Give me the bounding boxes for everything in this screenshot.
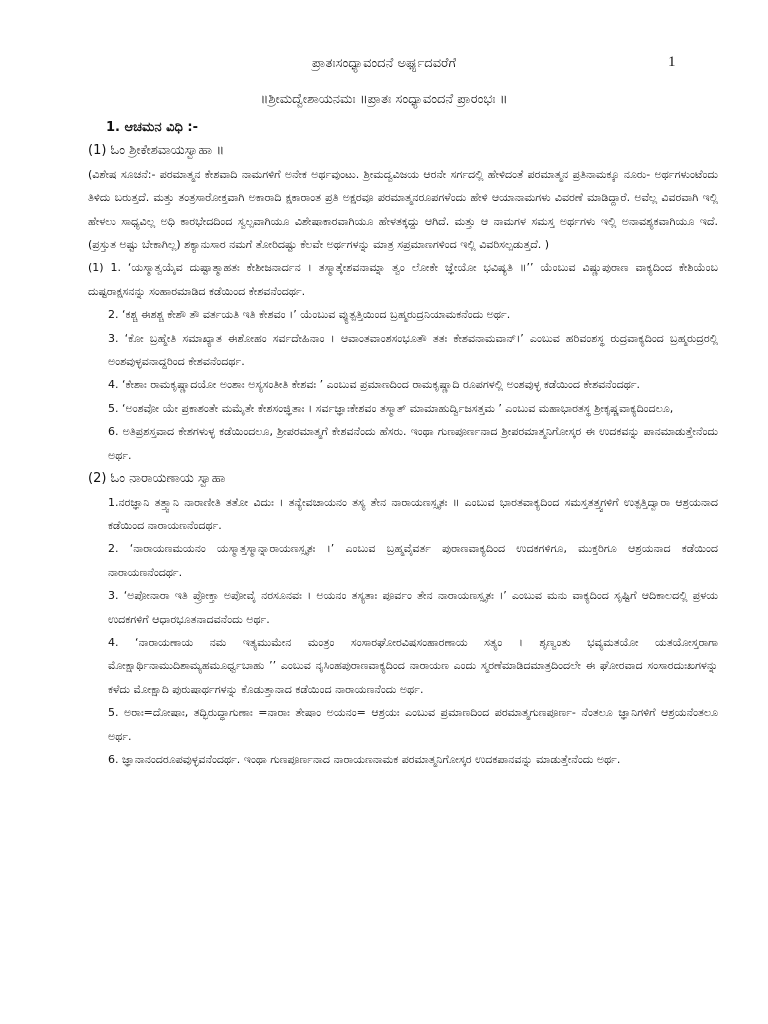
page-title: ॥ಶ್ರೀಮದ್ವೇಶಾಯನಮಃ ॥ಪ್ರಾತಃ ಸಂಧ್ಯಾವಂದನೆ ಪ್ರಾರಂಭಃ ॥	[260, 92, 508, 107]
narayana-meaning-2: 2. ‘ನಾರಾಯಣಮಯನಂ ಯಸ್ಮಾತ್ತಸ್ಮಾನ್ನಾರಾಯಣಸ್ಸೃತಃ ।’ ಎಂಬುವ ಬ್ರಹ್ಮವೈವರ್ತ ಪುರಾಣವಾಕ್ಯದಿಂದ ಉದಕಗಳಿಗೂ, ಮುಕ್ತರಿಗೂ ಆಶ್ರಯನಾದ ಕಡೆಯಿಂದ ನಾರಾಯಣನೆಂದರ್ಥ.	[108, 542, 718, 579]
narayana-meaning-4: 4. ‘ನಾರಾಯಣಾಯ ನಮ ಇತ್ಯಮುಮೇನ ಮಂತ್ರಂ ಸಂಸಾರಘೋರವಿಷಸಂಹಾರಣಾಯ ಸತ್ಯಂ । ಶೃಣ್ವಂತು ಭವ್ಯಮತಯೋ ಯತಯೋಸ್ತರಾಗಾ ಮೋಕ್ಷಾರ್ಥಿನಾಮುದಿಶಾಮ್ಯಹಮೂರ್ಧ್ವಬಾಹು ’’ ಎಂಬುವ ನೃಸಿಂಹಪುರಾಣವಾಕ್ಯದಿಂದ ನಾರಾಯಣ ಎಂದು ಸ್ಮರಣೆಮಾಡಿದಮಾತ್ರದಿಂದಲೇ ಈ ಘೋರವಾದ ಸಂಸಾರದುಃಖಗಳನ್ನು ಕಳೆದು ಮೋಕ್ಷಾದಿ ಪುರುಷಾರ್ಥಗಳನ್ನು ಕೊಡುತ್ತಾನಾದ ಕಡೆಯಿಂದ ನಾರಾಯಣನೆಂದು ಅರ್ಥ.	[108, 635, 718, 696]
running-header: ಪ್ರಾತಃಸಂಧ್ಯಾವಂದನೆ ಅರ್ಘ್ಯದವರೆಗೆ	[312, 56, 456, 71]
mantra-heading-keshava: (1) ಓಂ ಶ್ರೀಕೇಶವಾಯಸ್ವಾಹಾ ॥	[88, 143, 225, 159]
mantra-heading-narayana: (2) ಓಂ ನಾರಾಯಣಾಯ ಸ್ವಾಹಾ	[88, 471, 226, 487]
narayana-meaning-5: 5. ಅರಾಃ=ದೋಷಾಃ, ತದ್ಭಿರುದ್ಧಾಗುಣಾಃ =ನಾರಾಃ ತೇಷಾಂ ಅಯನಂ= ಆಶ್ರಯಃ ಎಂಬುವ ಪ್ರಮಾಣದಿಂದ ಪರಮಾತ್ಮಗುಣಪೂರ್ಣ- ನೆಂತಲೂ ಜ್ಞಾನಿಗಳಿಗೆ ಆಶ್ರಯನೆಂತಲೂ ಅರ್ಥ.	[108, 706, 718, 743]
keshava-meaning-5: 5. ‘ಅಂಶವೋ ಯೇ ಪ್ರಕಾಶಂತೇ ಮಮೈತೇ ಕೇಶಸಂಜ್ಞಿತಾಃ । ಸರ್ವಜ್ಞಾಃಕೇಶವಂ ತಸ್ಮಾತ್ ಮಾಮಾಹುರ್ದ್ವಿಜಸತ್ತಮ ’ ಎಂಬುವ ಮಹಾಭಾರತಸ್ಥ ಶ್ರೀಕೃಷ್ಣವಾಕ್ಯದಿಂದಲೂ,	[108, 401, 674, 415]
keshava-meaning-4: 4. ‘ಕೇಶಾಃ ರಾಮಕೃಷ್ಣಾದಯೋ ಅಂಶಾಃ ಅಸ್ಯಸಂತೀತಿ ಕೇಶವಃ ’ ಎಂಬುವ ಪ್ರಮಾಣದಿಂದ ರಾಮಕೃಷ್ಣಾದಿ ರೂಪಗಳಲ್ಲಿ ಅಂಶವುಳ್ಳ ಕಡೆಯಿಂದ ಕೇಶವನೆಂದರ್ಥ.	[108, 378, 641, 392]
keshava-meaning-2: 2. ‘ಕಶ್ಚ ಈಶಶ್ಚ ಕೇಶೌ ತೌ ವರ್ತಯತಿ ಇತಿ ಕೇಶವಂ ।’ ಯೆಂಬುವ ವ್ಯುತ್ಪತ್ತಿಯಿಂದ ಬ್ರಹ್ಮರುದ್ರನಿಯಾಮಕನೆಂದು ಅರ್ಥ.	[108, 308, 511, 322]
narayana-meaning-3: 3. ‘ಅಪೋನಾರಾ ಇತಿ ಪ್ರೋಕ್ತಾ ಅಪೋವೈ ನರಸೂನವಃ । ಅಯನಂ ತಸ್ಯತಾಃ ಪೂರ್ವಂ ತೇನ ನಾರಾಯಣಸ್ಸೃತಃ ।’ ಎಂಬುವ ಮನು ವಾಕ್ಯದಿಂದ ಸೃಷ್ಟಿಗೆ ಆದಿಕಾಲದಲ್ಲಿ ಪ್ರಳಯ ಉದಕಗಳಿಗೆ ಆಧಾರಭೂತನಾದವನೆಂದು ಅರ್ಥ.	[108, 589, 718, 626]
narayana-meaning-1: 1.ನರಜ್ಞಾನಿ ತತ್ತ್ವಾನಿ ನಾರಾಣೀತಿ ತತೋ ವಿದುಃ । ತನ್ಯೇವಚಾಯನಂ ತಸ್ಯ ತೇನ ನಾರಾಯಣಸ್ಸೃತಃ ॥ ಎಂಬುವ ಭಾರತವಾಕ್ಯದಿಂದ ಸಮಸ್ತತತ್ತ್ವಗಳಿಗೆ ಉತ್ಪತ್ತಿದ್ವಾರಾ ಆಶ್ರಯನಾದ ಕಡೆಯಿಂದ ನಾರಾಯಣನೆಂದರ್ಥ.	[108, 495, 718, 532]
keshava-meaning-1: (1) 1. ‘ಯಸ್ಮಾತ್ವಯೈವ ದುಷ್ಟಾತ್ಮಾಹತಃ ಕೇಶೀಜನಾರ್ದನ । ತಸ್ಮಾತ್ಕೇಶವನಾಮ್ನಾ ತ್ವಂ ಲೋಕೇ ಜ್ಞೇಯೋ ಭವಿಷ್ಯತಿ ॥’’ ಯೆಂಬುವ ವಿಷ್ಣುಪುರಾಣ ವಾಕ್ಯದಿಂದ ಕೇಶಿಯೆಂಬ ದುಷ್ಟರಾಕ್ಷಸನನ್ನು ಸಂಹಾರಮಾಡಿದ ಕಡೆಯಿಂದ ಕೇಶವನೆಂದರ್ಥ.	[88, 261, 718, 298]
document-body	[88, 116, 718, 771]
keshava-meaning-6: 6. ಅತಿಪ್ರಶಸ್ತವಾದ ಕೇಶಗಳುಳ್ಳ ಕಡೆಯಿಂದಲೂ, ಶ್ರೀಪರಮಾತ್ಮಗೆ ಕೇಶವನೆಂದು ಹೆಸರು. ಇಂಥಾ ಗುಣಪೂರ್ಣನಾದ ಶ್ರೀಪರಮಾತ್ಮನಿಗೋಸ್ಕರ ಈ ಉದಕವನ್ನು ಪಾನಮಾಡುತ್ತೇನೆಂದು ಅರ್ಥ.	[108, 425, 718, 462]
page-number: 1	[668, 54, 676, 70]
special-note-paragraph: (ವಿಶೇಷ ಸೂಚನೆ:- ಪರಮಾತ್ಮನ ಕೇಶವಾದಿ ನಾಮಗಳಿಗೆ ಅನೇಕ ಅರ್ಥವುಂಟು. ಶ್ರೀಮದ್ವವಿಜಯ ಆರನೇ ಸರ್ಗದಲ್ಲಿ ಹೇಳಿದಂತೆ ಪರಮಾತ್ಮನ ಪ್ರತಿನಾಮಕ್ಕೂ ನೂರು- ಅರ್ಥಗಳುಂಟೆಂದು ತಿಳಿದು ಬರುತ್ತದೆ. ಮತ್ತು ತಂತ್ರಸಾರೋಕ್ತವಾಗಿ ಅಕಾರಾದಿ ಕ್ಷಕಾರಾಂತ ಪ್ರತಿ ಅಕ್ಷರವೂ ಪರಮಾತ್ಮನರೂಪಗಳೆಂದು ಹೇಳಿ ಆಯಾನಾಮಗಳು ವಿವರಣೆ ಮಾಡಿದ್ದಾರೆ. ಅವೆಲ್ಲ ವಿವರವಾಗಿ ಇಲ್ಲಿ ಹೇಳಲು ಸಾಧ್ಯವಿಲ್ಲ ಅಧಿ ಕಾರಭೇದದಿಂದ ಸ್ವಲ್ಪವಾಗಿಯೂ ವಿಶೇಷಾಕಾರವಾಗಿಯೂ ಹೇಳತಕ್ಕದ್ದು ಆಗಿದೆ. ಮತ್ತು ಆ ನಾಮಗಳ ಸಮಸ್ತ ಅರ್ಥಗಳು ಇಲ್ಲಿ ಅನಾವಶ್ಯಕವಾಗಿಯೂ ಇದೆ. (ಪ್ರಸ್ತುತ ಅಷ್ಟು ಬೇಕಾಗಿಲ್ಲ) ಶಕ್ಯಾನುಸಾರ ನಮಗೆ ತೋರಿದಷ್ಟು ಕೆಲವೇ ಅರ್ಥಗಳನ್ನು ಮಾತ್ರ ಸಪ್ರಮಾಣಗಳಿಂದ ಇಲ್ಲಿ ವಿವರಿಸಲ್ಪಡುತ್ತದೆ. )	[88, 167, 718, 252]
narayana-meaning-6: 6. ಜ್ಞಾನಾನಂದರೂಪವುಳ್ಳವನೆಂದರ್ಥ. ಇಂಥಾ ಗುಣಪೂರ್ಣನಾದ ನಾರಾಯಣನಾಮಕ ಪರಮಾತ್ಮನಿಗೋಸ್ಕರ ಉದಕಪಾನವನ್ನು ಮಾಡುತ್ತೇನೆಂದು ಅರ್ಥ.	[108, 752, 621, 766]
section-heading-achamana: 1. ಆಚಮನ ವಿಧಿ :-	[106, 120, 198, 135]
keshava-meaning-3: 3. ‘ಕೋ ಬ್ರಹ್ಮೇತಿ ಸಮಾಖ್ಯಾತ ಈಶೋಹಂ ಸರ್ವದೇಹಿನಾಂ । ಆವಾಂತವಾಂಶಸಂಭೂತೌ ತತಃ ಕೇಶವನಾಮವಾನ್।’ ಎಂಬುವ ಹರಿವಂಶಸ್ಥ ರುದ್ರವಾಕ್ಯದಿಂದ ಬ್ರಹ್ಮರುದ್ರರಲ್ಲಿ ಅಂಶವುಳ್ಳವನಾದ್ದರಿಂದ ಕೇಶವನೆಂದರ್ಥ.	[108, 331, 718, 369]
